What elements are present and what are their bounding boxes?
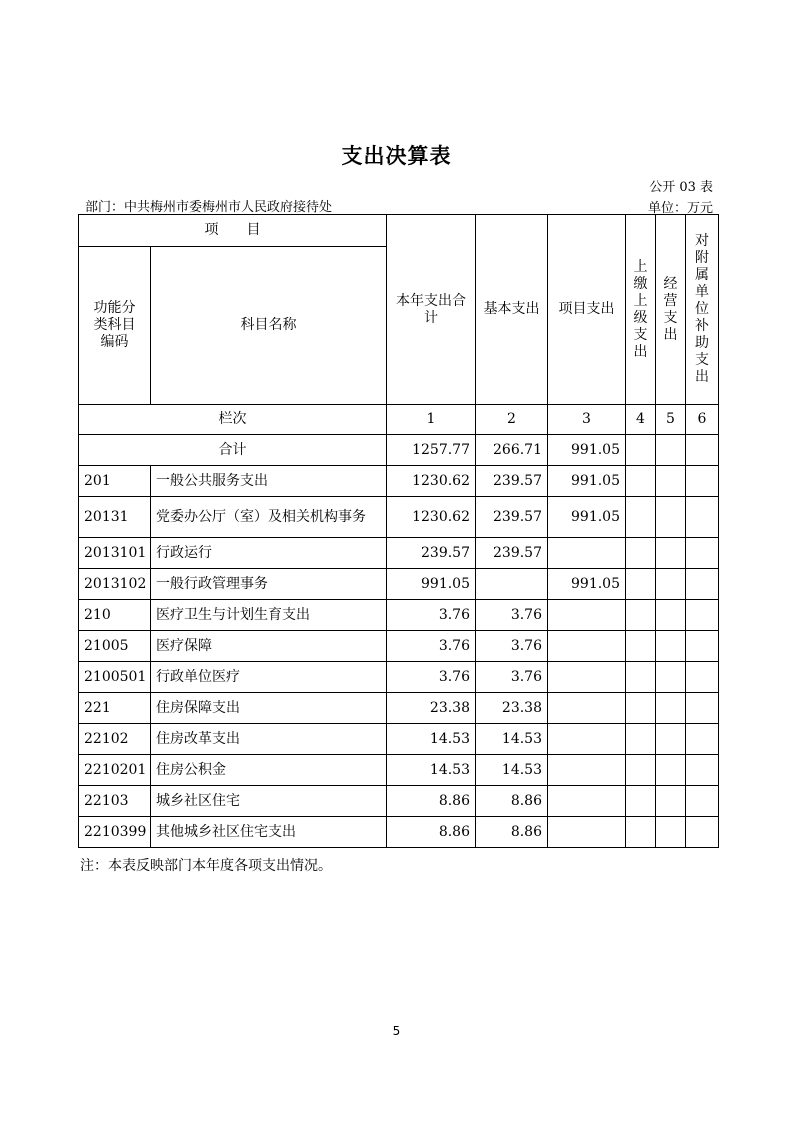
total-cell: 14.53 <box>387 755 476 786</box>
total-cell: 3.76 <box>387 631 476 662</box>
name-cell: 其他城乡社区住宅支出 <box>151 817 387 848</box>
name-cell: 行政运行 <box>151 538 387 569</box>
table-row <box>79 497 719 538</box>
table-row <box>79 631 719 662</box>
project-cell <box>548 538 626 569</box>
name-cell: 一般公共服务支出 <box>151 466 387 497</box>
upper-cell <box>626 693 656 724</box>
basic-cell: 3.76 <box>476 631 548 662</box>
total-cell: 14.53 <box>387 724 476 755</box>
name-cell: 住房改革支出 <box>151 724 387 755</box>
column-number-3: 3 <box>548 405 626 435</box>
upper-cell <box>626 662 656 693</box>
basic-cell: 8.86 <box>476 817 548 848</box>
total-cell: 1257.77 <box>387 435 476 466</box>
total-row <box>79 435 719 466</box>
upper-cell <box>626 600 656 631</box>
upper-cell <box>626 497 656 538</box>
subsidy-cell <box>686 817 719 848</box>
code-cell: 20131 <box>79 497 151 538</box>
table-row <box>79 538 719 569</box>
business-cell <box>656 631 686 662</box>
business-cell <box>656 569 686 600</box>
total-cell: 991.05 <box>387 569 476 600</box>
upper-cell <box>626 724 656 755</box>
subsidy-cell <box>686 569 719 600</box>
basic-cell: 239.57 <box>476 497 548 538</box>
total-cell: 23.38 <box>387 693 476 724</box>
basic-cell: 239.57 <box>476 466 548 497</box>
column-number-4: 4 <box>626 405 656 435</box>
table-row <box>79 569 719 600</box>
project-cell <box>548 631 626 662</box>
basic-cell: 8.86 <box>476 786 548 817</box>
total-cell: 239.57 <box>387 538 476 569</box>
table-note: 注：本表反映部门本年度各项支出情况。 <box>80 858 332 874</box>
subsidy-cell <box>686 538 719 569</box>
code-cell: 2210399 <box>79 817 151 848</box>
name-cell: 医疗卫生与计划生育支出 <box>151 600 387 631</box>
upper-cell <box>626 786 656 817</box>
business-cell <box>656 786 686 817</box>
basic-cell: 3.76 <box>476 600 548 631</box>
upper-cell <box>626 538 656 569</box>
business-cell <box>656 755 686 786</box>
table-row <box>79 755 719 786</box>
unit-label: 单位：万元 <box>647 201 713 216</box>
total-cell: 3.76 <box>387 662 476 693</box>
name-cell: 城乡社区住宅 <box>151 786 387 817</box>
header-business <box>656 215 686 405</box>
upper-cell <box>626 569 656 600</box>
upper-cell <box>626 755 656 786</box>
table-row <box>79 724 719 755</box>
basic-cell: 14.53 <box>476 755 548 786</box>
project-cell <box>548 755 626 786</box>
name-cell: 党委办公厅（室）及相关机构事务 <box>151 497 387 538</box>
code-cell: 21005 <box>79 631 151 662</box>
total-cell: 3.76 <box>387 600 476 631</box>
code-cell: 22102 <box>79 724 151 755</box>
table-number: 公开 03 表 <box>649 180 713 195</box>
code-cell: 210 <box>79 600 151 631</box>
header-basic: 基本支出 <box>476 215 548 405</box>
basic-cell: 3.76 <box>476 662 548 693</box>
business-cell <box>656 497 686 538</box>
code-cell: 221 <box>79 693 151 724</box>
name-cell: 医疗保障 <box>151 631 387 662</box>
subsidy-cell <box>686 497 719 538</box>
header-project: 项 目 <box>79 215 387 247</box>
basic-cell <box>476 569 548 600</box>
column-number-label: 栏次 <box>79 405 387 435</box>
name-cell: 一般行政管理事务 <box>151 569 387 600</box>
basic-cell: 14.53 <box>476 724 548 755</box>
header-total: 本年支出合计 <box>387 215 476 405</box>
header-business-text: 经营支出 <box>663 275 678 343</box>
business-cell <box>656 600 686 631</box>
code-cell: 2100501 <box>79 662 151 693</box>
subsidy-cell <box>686 693 719 724</box>
table-row <box>79 662 719 693</box>
total-cell: 1230.62 <box>387 466 476 497</box>
subsidy-cell <box>686 755 719 786</box>
upper-cell <box>626 435 656 466</box>
project-cell <box>548 600 626 631</box>
code-cell: 2013101 <box>79 538 151 569</box>
basic-cell: 239.57 <box>476 538 548 569</box>
project-cell <box>548 786 626 817</box>
business-cell <box>656 817 686 848</box>
total-cell: 8.86 <box>387 786 476 817</box>
project-cell <box>548 662 626 693</box>
header-upper-text: 上缴上级支出 <box>633 258 648 360</box>
subsidy-cell <box>686 631 719 662</box>
header-name: 科目名称 <box>151 247 387 405</box>
header-subsidy-text: 对附属单位补助支出 <box>695 233 709 385</box>
column-number-6: 6 <box>686 405 719 435</box>
subsidy-cell <box>686 600 719 631</box>
project-cell: 991.05 <box>548 435 626 466</box>
header-upper <box>626 215 656 405</box>
project-cell <box>548 693 626 724</box>
code-cell: 2013102 <box>79 569 151 600</box>
total-label: 合计 <box>79 435 387 466</box>
project-cell: 991.05 <box>548 569 626 600</box>
upper-cell <box>626 466 656 497</box>
header-subsidy <box>686 215 719 405</box>
name-cell: 住房公积金 <box>151 755 387 786</box>
project-cell <box>548 724 626 755</box>
project-cell: 991.05 <box>548 466 626 497</box>
project-cell: 991.05 <box>548 497 626 538</box>
basic-cell: 23.38 <box>476 693 548 724</box>
total-cell: 8.86 <box>387 817 476 848</box>
subsidy-cell <box>686 466 719 497</box>
code-cell: 22103 <box>79 786 151 817</box>
column-number-2: 2 <box>476 405 548 435</box>
business-cell <box>656 693 686 724</box>
business-cell <box>656 662 686 693</box>
basic-cell: 266.71 <box>476 435 548 466</box>
page-title: 支出决算表 <box>341 144 452 168</box>
column-number-5: 5 <box>656 405 686 435</box>
header-project-expense: 项目支出 <box>548 215 626 405</box>
name-cell: 行政单位医疗 <box>151 662 387 693</box>
business-cell <box>656 724 686 755</box>
code-cell: 201 <box>79 466 151 497</box>
business-cell <box>656 435 686 466</box>
table-row <box>79 466 719 497</box>
project-cell <box>548 817 626 848</box>
table-row <box>79 693 719 724</box>
subsidy-cell <box>686 662 719 693</box>
subsidy-cell <box>686 786 719 817</box>
subsidy-cell <box>686 435 719 466</box>
table-row <box>79 817 719 848</box>
name-cell: 住房保障支出 <box>151 693 387 724</box>
upper-cell <box>626 817 656 848</box>
page-number: 5 <box>392 1024 401 1038</box>
column-number-1: 1 <box>387 405 476 435</box>
header-code: 功能分类科目编码 <box>79 247 151 405</box>
upper-cell <box>626 631 656 662</box>
code-cell: 2210201 <box>79 755 151 786</box>
business-cell <box>656 538 686 569</box>
business-cell <box>656 466 686 497</box>
table-row <box>79 786 719 817</box>
department-label: 部门：中共梅州市委梅州市人民政府接待处 <box>85 200 333 215</box>
total-cell: 1230.62 <box>387 497 476 538</box>
subsidy-cell <box>686 724 719 755</box>
table-row <box>79 600 719 631</box>
expenditure-table <box>78 214 719 848</box>
